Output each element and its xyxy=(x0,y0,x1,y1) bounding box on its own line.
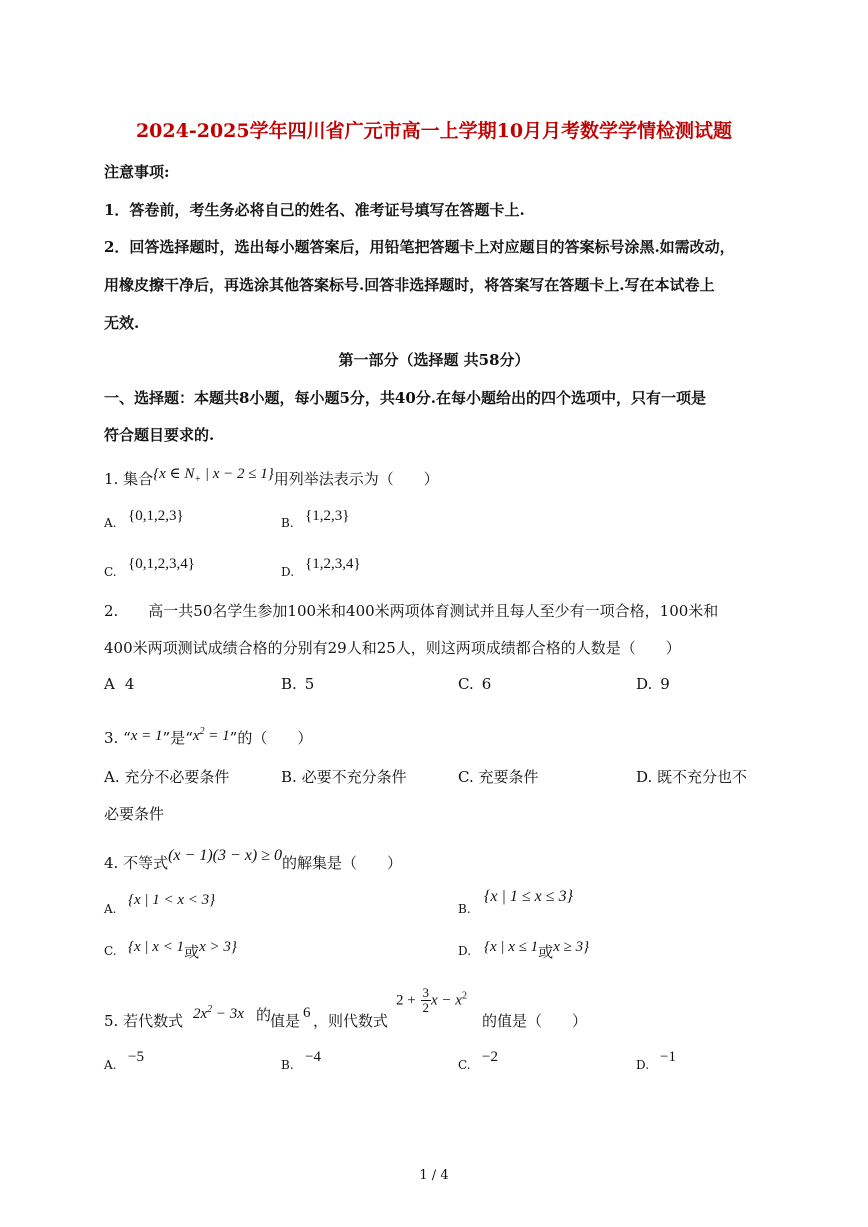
question-5-suffix: 的值是（ ） xyxy=(482,1012,588,1030)
q2-option-d-text: 9 xyxy=(660,675,670,693)
q2-option-b xyxy=(281,675,314,693)
q4-option-c-part-a: {x | x < 1 xyxy=(128,939,185,955)
q3-option-c xyxy=(458,766,539,787)
q4-option-c-part-b: x > 3} xyxy=(199,939,237,955)
question-4-prefix: 4. 不等式 xyxy=(104,854,169,872)
question-5-value: 6 xyxy=(303,1005,311,1021)
q2-option-d-label: D. xyxy=(636,675,653,693)
q4-option-c-text xyxy=(128,935,237,961)
question-2-line-2: 400米两项测试成绩合格的分别有29人和25人，则这两项成绩都合格的人数是（ ） xyxy=(104,639,681,657)
q5-option-d-text: −1 xyxy=(660,1049,676,1065)
question-3-suffix: ”的（ ） xyxy=(229,729,313,747)
q2-option-c-label: C. xyxy=(458,675,474,693)
q3-option-b-text: 必要不充分条件 xyxy=(301,768,407,786)
q1-option-b-text: {1,2,3} xyxy=(305,508,350,524)
q4-option-d-label: D. xyxy=(458,944,472,958)
q1-option-b-label: B. xyxy=(281,516,294,530)
q2-option-b-text: 5 xyxy=(304,675,315,693)
q5-option-b-text: −4 xyxy=(305,1049,321,1065)
question-3-expr-2-exponent: 2 xyxy=(199,726,205,737)
question-4-inequality: (x − 1)(3 − x) ≥ 0 xyxy=(168,847,282,864)
q4-option-d-text xyxy=(484,935,590,961)
section-one-line-1: 一、选择题：本题共8小题，每小题5分，共40分.在每小题给出的四个选项中，只有一项是 xyxy=(104,389,706,407)
q3-option-a xyxy=(104,766,229,787)
question-3-prefix: 3. “ xyxy=(104,729,131,747)
q3-option-d-continuation: 必要条件 xyxy=(104,805,165,823)
section-one-line-2: 符合题目要求的. xyxy=(104,426,215,444)
document-title: 2024-2025学年四川省广元市高一上学期10月月考数学学情检测试题 xyxy=(135,120,733,142)
question-5-expr-1-b: − 3x xyxy=(212,1006,244,1022)
question-1-expr-part-a: {x ∈ N xyxy=(153,466,195,482)
question-5-expr-2 xyxy=(396,986,467,1015)
q2-option-a-text: 4 xyxy=(124,675,135,693)
q3-option-a-text: 充分不必要条件 xyxy=(124,768,230,786)
q1-option-c-text: {0,1,2,3,4} xyxy=(128,556,195,572)
q3-option-c-text: 充要条件 xyxy=(478,768,539,786)
q4-option-a-text: {x | 1 < x < 3} xyxy=(128,892,216,908)
question-5-zhishi: 值是 xyxy=(270,1012,301,1030)
q1-option-a-label: A. xyxy=(104,516,117,530)
page-number: 1 / 4 xyxy=(419,1168,449,1183)
q4-option-d-or: 或 xyxy=(538,943,554,961)
q1-option-a-text: {0,1,2,3} xyxy=(128,508,184,524)
question-4-stem xyxy=(104,847,402,873)
question-5-expr-2-post: x − x xyxy=(431,992,462,1009)
notice-item-1: 1．答卷前，考生务必将自己的姓名、准考证号填写在答题卡上. xyxy=(104,201,525,219)
q4-option-a-label: A. xyxy=(104,902,117,916)
question-5-de: 的 xyxy=(256,1006,272,1024)
question-5-prefix: 5. 若代数式 xyxy=(104,1012,184,1030)
q4-option-b-text: {x | 1 ≤ x ≤ 3} xyxy=(484,888,573,905)
question-1-expr-subscript: + xyxy=(194,474,202,485)
q1-option-d-text: {1,2,3,4} xyxy=(305,556,361,572)
notice-heading: 注意事项: xyxy=(104,163,170,181)
q3-option-c-label: C. xyxy=(458,768,474,786)
q5-option-c-label: C. xyxy=(458,1058,471,1072)
q5-option-b-label: B. xyxy=(281,1058,294,1072)
notice-item-2-line-1: 2．回答选择题时，选出每小题答案后，用铅笔把答题卡上对应题目的答案标号涂黑.如需改动， xyxy=(104,238,735,256)
q5-option-c-text: −2 xyxy=(482,1049,498,1065)
q1-option-c-label: C. xyxy=(104,565,117,579)
question-3-stem xyxy=(104,727,312,748)
q5-option-a-text: −5 xyxy=(128,1049,144,1065)
q2-option-b-label: B. xyxy=(281,675,297,693)
question-4-suffix: 的解集是（ ） xyxy=(281,854,402,872)
question-3-expr-2 xyxy=(193,728,230,744)
question-3-expr-2-rest: = 1 xyxy=(204,728,230,744)
question-3-mid: ”是“ xyxy=(162,729,193,747)
question-5-expr-1-exponent: 2 xyxy=(207,1004,213,1015)
q5-option-a-label: A. xyxy=(104,1058,117,1072)
question-3-expr-1: x = 1 xyxy=(130,728,163,744)
q3-option-b-label: B. xyxy=(281,768,297,786)
q2-option-d xyxy=(636,675,670,693)
q3-option-d-text: 既不充分也不 xyxy=(657,768,748,786)
question-1-suffix: 用列举法表示为（ ） xyxy=(273,470,439,488)
question-3-expr-2-base: x xyxy=(192,728,200,744)
q3-option-b xyxy=(281,766,407,787)
q4-option-c-label: C. xyxy=(104,944,117,958)
question-5-fraction-numerator: 3 xyxy=(422,985,429,1000)
question-5-expr-1 xyxy=(193,1004,244,1023)
part-one-heading: 第一部分（选择题 共58分） xyxy=(338,351,530,369)
question-5-fraction xyxy=(421,986,432,1015)
q2-option-a-label: A xyxy=(104,675,115,693)
question-1-expr-part-b: | x − 2 ≤ 1} xyxy=(201,466,274,482)
question-1-prefix: 1. 集合 xyxy=(104,470,154,488)
notice-item-2-line-3: 无效. xyxy=(104,314,140,332)
q3-option-d-label: D. xyxy=(636,768,653,786)
question-1-stem xyxy=(104,468,439,491)
q4-option-c-or: 或 xyxy=(184,943,200,961)
question-5-mid: ，则代数式 xyxy=(313,1012,389,1030)
question-5-fraction-denominator: 2 xyxy=(422,1000,429,1015)
q3-option-d xyxy=(636,766,747,787)
question-2-line-1: 2. 高一共50名学生参加100米和400米两项体育测试并且每人至少有一项合格，100米和 xyxy=(104,602,719,620)
q4-option-b-label: B. xyxy=(458,902,471,916)
q2-option-a xyxy=(104,675,134,693)
q5-option-d-label: D. xyxy=(636,1058,650,1072)
q2-option-c xyxy=(458,675,491,693)
question-1-set-expression xyxy=(153,466,274,485)
q2-option-c-text: 6 xyxy=(481,675,492,693)
q3-option-a-label: A. xyxy=(104,768,120,786)
q1-option-d-label: D. xyxy=(281,565,295,579)
question-5-expr-2-pre: 2 + xyxy=(396,992,416,1009)
question-5-expr-1-a: 2x xyxy=(193,1006,208,1022)
q4-option-d-part-b: x ≥ 3} xyxy=(553,939,590,955)
question-5-expr-2-exponent: 2 xyxy=(461,990,467,1002)
q4-option-d-part-a: {x | x ≤ 1 xyxy=(484,939,539,955)
notice-item-2-line-2: 用橡皮擦干净后，再选涂其他答案标号.回答非选择题时，将答案写在答题卡上.写在本试卷上 xyxy=(104,276,715,294)
